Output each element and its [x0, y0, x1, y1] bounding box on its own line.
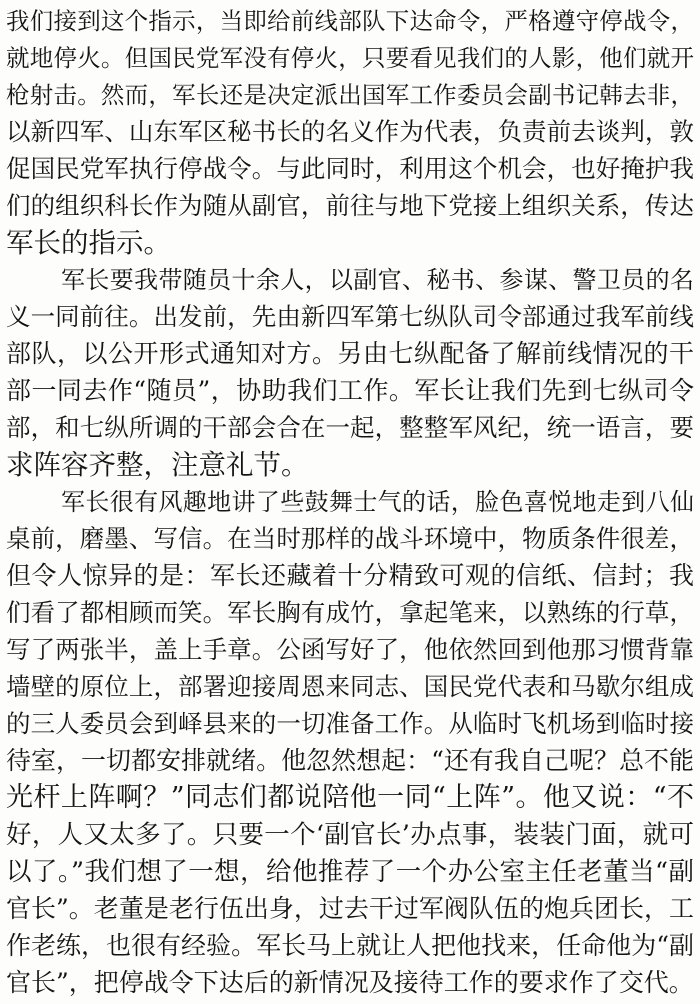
text-line: 促国民党军执行停战令。与此同时，利用这个机会，也好掩护我 [6, 154, 694, 183]
text-line: 但令人惊异的是：军长还藏着十分精致可观的信纸、信封；我 [6, 561, 694, 590]
text-line: 部一同去作“随员”，协助我们工作。军长让我们先到七纵司令 [6, 376, 694, 405]
text-line: 桌前，磨墨、写信。在当时那样的战斗环境中，物质条件很差， [6, 524, 694, 553]
paragraph-first-line: 军长要我带随员十余人，以副官、秘书、参谋、警卫员的名 [61, 266, 694, 294]
text-line: 以了。”我们想了一想，给他推荐了一个办公室主任老董当“副 [6, 857, 694, 887]
text-line: 求阵容齐整，注意礼节。 [6, 449, 309, 481]
paragraph-first-line: 军长很有风趣地讲了些鼓舞士气的话，脸色喜悦地走到八仙 [61, 488, 694, 516]
text-line: 就地停火。但国民党军没有停火，只要看见我们的人影，他们就开 [6, 44, 694, 72]
text-line: 的三人委员会到峄县来的一切准备工作。从临时飞机场到临时接 [6, 709, 694, 738]
text-line: 们看了都相顾而笑。军长胸有成竹，拿起笔来，以熟练的行草， [6, 598, 694, 627]
text-line: 部队，以公开形式通知对方。另由七纵配备了解前线情况的干 [6, 339, 694, 368]
text-line: 部，和七纵所调的干部会合在一起，整整军风纪，统一语言，要 [6, 413, 694, 442]
text-line: 待室，一切都安排就绪。他忽然想起：“还有我自己呢？总不能 [6, 746, 694, 775]
text-line: 义一同前往。出发前，先由新四军第七纵队司令部通过我军前线 [6, 302, 694, 331]
text-line: 光杆上阵啊？”同志们都说陪他一同“上阵”。他又说：“不 [6, 782, 694, 813]
text-line: 们的组织科长作为随从副官，前往与地下党接上组织关系，传达 [6, 191, 694, 220]
text-line: 我们接到这个指示，当即给前线部队下达命令，严格遵守停战令， [6, 7, 694, 35]
text-line: 写了两张半，盖上手章。公函写好了，他依然回到他那习惯背靠 [6, 635, 694, 664]
text-line: 墙壁的原位上，部署迎接周恩来同志、国民党代表和马歇尔组成 [6, 672, 694, 701]
text-line: 官长”。老董是老行伍出身，过去干过军阀队伍的炮兵团长，工 [6, 894, 694, 923]
text-line: 以新四军、山东军区秘书长的名义作为代表，负责前去谈判，敦 [6, 117, 694, 146]
text-line: 作老练，也很有经验。军长马上就让人把他找来，任命他为“副 [6, 931, 694, 960]
text-line: 好，人又太多了。只要一个‘副官长’办点事，装装门面，就可 [6, 820, 694, 850]
text-line: 枪射击。然而，军长还是决定派出国军工作委员会副书记韩去非， [6, 81, 694, 109]
text-line: 官长”，把停战令下达后的新情况及接待工作的要求作了交代。 [6, 968, 694, 997]
text-line: 军长的指示。 [6, 227, 171, 259]
